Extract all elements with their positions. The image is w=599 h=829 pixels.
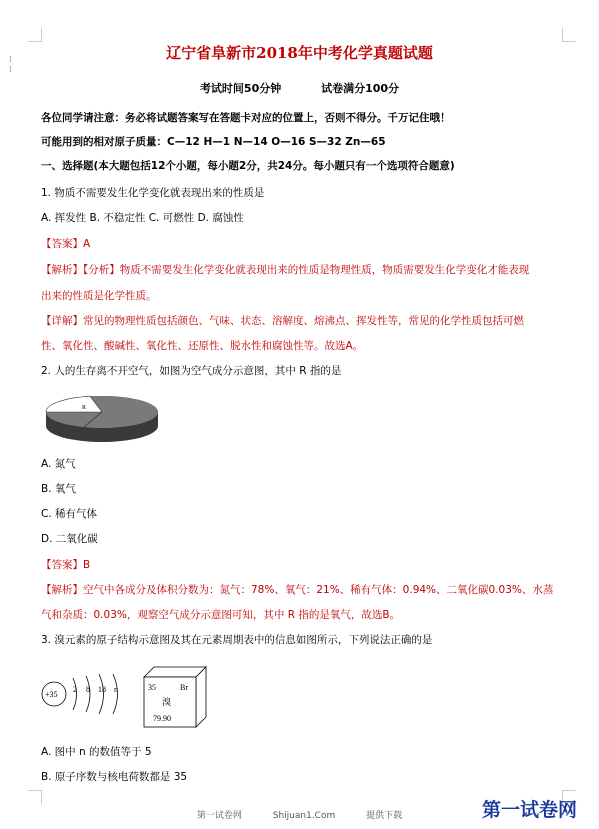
q1-analysis-line2: 出来的性质是化学性质。 <box>41 290 157 302</box>
q2-option-a: A. 氮气 <box>41 458 76 470</box>
q2-analysis-line1: 【解析】空气中各成分及体积分数为：氮气：78%、氧气：21%、稀有气体：0.94%、二氧化碳0.03%、水蒸 <box>41 584 554 596</box>
footer-site-name: 第一试卷网 <box>196 811 242 821</box>
q2-option-b: B. 氧气 <box>41 483 76 495</box>
atomic-number: 35 <box>148 683 156 692</box>
periodic-table-cell <box>140 665 212 729</box>
cell-side-face <box>196 667 206 727</box>
notice: 各位同学请注意：务必将试题答案写在答题卡对应的位置上，否则不得分。千万记住哦！ <box>41 112 451 124</box>
q3-option-a: A. 图中 n 的数值等于 5 <box>41 746 152 758</box>
footer-site-url[interactable]: Shijuan1.Com <box>272 811 336 821</box>
q3-option-b: B. 原子序数与核电荷数都是 35 <box>41 771 188 783</box>
shell-arc-2 <box>86 676 90 712</box>
q1-stem: 1. 物质不需要发生化学变化就表现出来的性质是 <box>41 187 265 199</box>
atomic-mass: 可能用到的相对原子质量：C—12 H—1 N—14 O—16 S—32 Zn—65 <box>41 136 386 148</box>
element-name: 溴 <box>162 698 172 708</box>
atomic-mass-value: 79.90 <box>153 714 171 723</box>
section-heading: 一、选择题(本大题包括12个小题，每小题2分，共24分。每小题只有一个选项符合题意) <box>41 160 455 172</box>
q1-answer: 【答案】A <box>41 238 91 250</box>
q1-detail-line2: 性、氧化性、酸碱性、氧化性、还原性、脱水性和腐蚀性等。故选A。 <box>41 340 364 352</box>
pie-label-r: R <box>82 405 87 411</box>
shell-electrons-2: 8 <box>86 685 90 694</box>
shell-arc-3 <box>99 674 104 714</box>
exam-time: 考试时间50分钟 <box>199 82 282 95</box>
q1-detail-line1: 【详解】常见的物理性质包括颜色、气味、状态、溶解度、熔沸点、挥发性等，常见的化学性质包括可燃 <box>41 315 524 327</box>
bromine-atom-diagram <box>40 668 140 724</box>
corner-mark-bottom-left <box>28 790 42 804</box>
q2-option-d: D. 二氧化碳 <box>41 533 98 545</box>
air-composition-pie <box>42 392 162 442</box>
page-side-dots-icon: ⁞ ⁞ <box>9 55 12 75</box>
q2-option-c: C. 稀有气体 <box>41 508 98 520</box>
q1-options: A. 挥发性 B. 不稳定性 C. 可燃性 D. 腐蚀性 <box>41 212 244 224</box>
q2-analysis-line2: 气和杂质：0.03%，观察空气成分示意图可知，其中 R 指的是氧气，故选B。 <box>41 609 401 621</box>
shell-electrons-1: 2 <box>73 685 77 694</box>
cell-top-face <box>144 667 206 677</box>
element-symbol: Br <box>180 683 188 692</box>
q3-stem: 3. 溴元素的原子结构示意图及其在元素周期表中的信息如图所示，下列说法正确的是 <box>41 634 433 646</box>
q1-analysis-line1: 【解析】【分析】物质不需要发生化学变化就表现出来的性质是物理性质，物质需要发生化学变化才能表现 <box>41 264 530 276</box>
q2-answer: 【答案】B <box>41 559 91 571</box>
shell-electrons-3: 18 <box>98 685 106 694</box>
shell-arc-4 <box>113 674 118 714</box>
q2-stem: 2. 人的生存离不开空气，如图为空气成分示意图，其中 R 指的是 <box>41 365 342 377</box>
nucleus-charge: +35 <box>45 690 58 699</box>
exam-score: 试卷满分100分 <box>321 82 400 95</box>
page-title: 辽宁省阜新市2018年中考化学真题试题 <box>166 44 433 62</box>
footer-download-text: 提供下载 <box>366 811 403 821</box>
shell-electrons-4: n <box>114 685 118 694</box>
corner-mark-top-right <box>562 28 576 42</box>
corner-mark-top-left <box>28 28 42 42</box>
brand-watermark-logo: 第一试卷网 <box>482 799 578 821</box>
shell-arc-1 <box>73 678 77 710</box>
exam-info <box>0 80 599 96</box>
